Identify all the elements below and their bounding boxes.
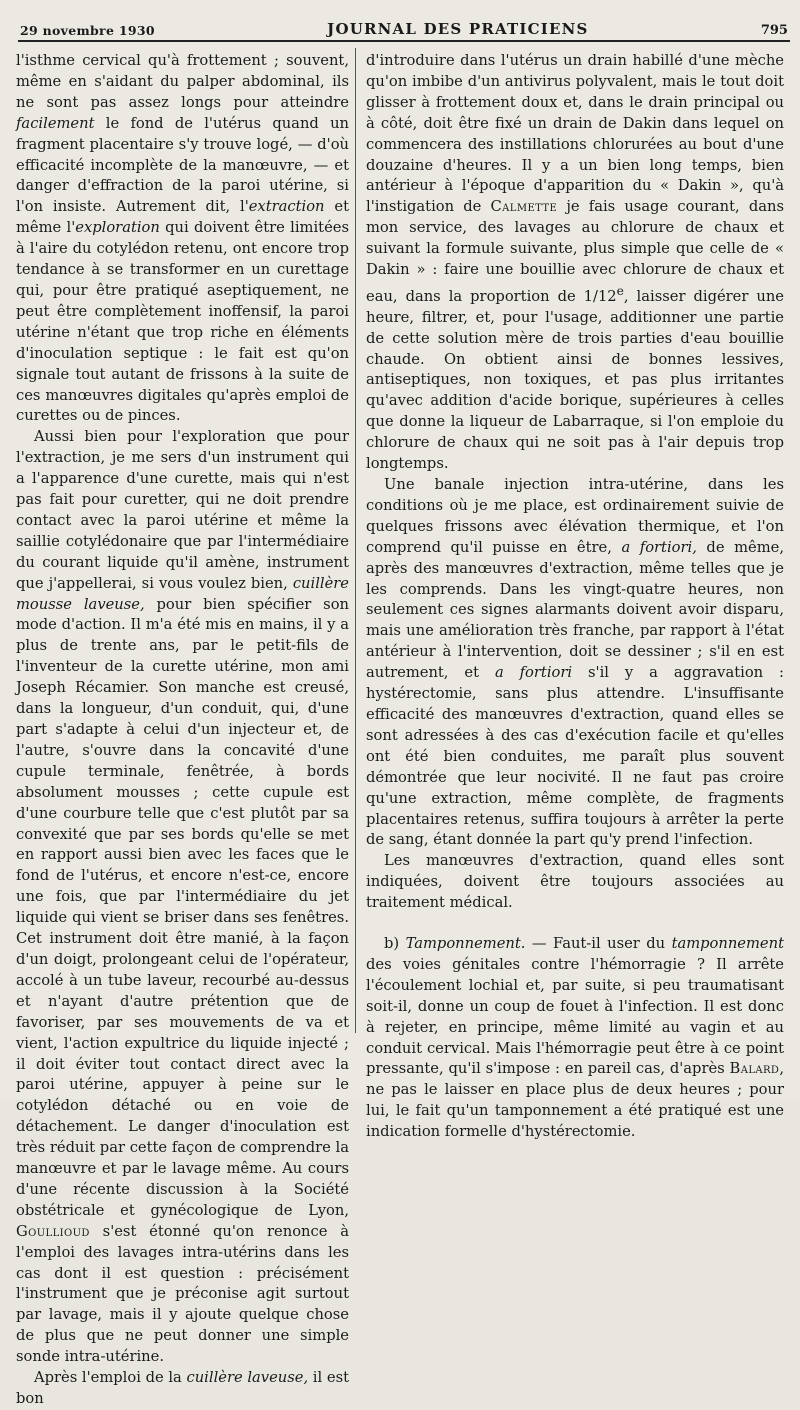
paragraph-right-4: b) Tamponnement. — Faut-il user du tamponnement des voies génitales contre l'hémorragie ? Il arrête l'écoulement lochial et, par suite, si peu traumatisant soit-il, donne un coup de fouet à l'infection. Il est donc à rejeter, en principe, même limité au vagin et au conduit cervical. Mais l'hémorragie peut être à ce point pressante, qu'il s'impose : en pareil cas, d'après Balard, ne pas le laisser en place plus de deux heures ; pour lui, le fait qu'un tamponnement a été pratiqué est une indication formelle d'hystérectomie. (366, 935, 784, 1141)
paragraph-left-1: l'isthme cervical qu'à frottement ; souvent, même en s'aidant du palper abdominal, ils ne sont pas assez longs pour atteindre facilement le fond de l'utérus quand un fragment placentaire s'y trouve logé, — d'où efficacité incomplète de la manœuvre, — et danger d'effraction de la paroi utérine, si l'on insiste. Autrement dit, l'extraction et même l'exploration qui doivent être limitées à l'aire du cotylédon retenu, ont encore trop tendance à se transformer en un curettage qui, pour être pratiqué aseptiquement, ne peut être complètement inoffensif, la paroi utérine n'étant que trop riche en éléments d'inoculation septique : le fait est qu'on signale tout autant de frissons à la suite de ces manœuvres digitales qu'après emploi de curettes ou de pinces. (16, 52, 349, 425)
paragraph-left-3: Après l'emploi de la cuillère laveuse, il est bon (16, 1369, 350, 1407)
author-name: Balard (729, 1060, 780, 1078)
left-column (16, 51, 349, 1410)
journal-title: JOURNAL DES PRATICIENS (327, 20, 589, 38)
section-heading: Tamponnement. (405, 935, 526, 953)
header-rule (18, 40, 790, 42)
section-gap (366, 914, 784, 934)
paragraph-right-3: Les manœuvres d'extraction, quand elles sont indiquées, doivent être toujours associées au traitement médical. (366, 852, 784, 912)
paragraph-left-2: Aussi bien pour l'exploration que pour l'extraction, je me sers d'un instrument qui a l'apparence d'une curette, mais qui n'est pas fait pour curetter, qui ne doit prendre contact avec la paroi utérine et même la saillie cotylédonaire que par l'intermédiaire du courant liquide qu'il amène, instrument que j'appellerai, si vous voulez bien, cuillère mousse laveuse, pour bien spécifier son mode d'action. Il m'a été mis en mains, il y a plus de trente ans, par le petit-fils de l'inventeur de la curette utérine, mon ami Joseph Récamier. Son manche est creusé, dans la longueur, d'un conduit, qui, d'une part s'adapte à celui d'un injecteur et, de l'autre, s'ouvre dans la concavité d'une cupule terminale, fenêtrée, à bords absolument mousses ; cette cupule est d'une courbure telle que c'est plutôt par sa convexité que par ses bords qu'elle se met en rapport aussi bien avec les faces que le fond de l'utérus, et encore n'est-ce, encore une fois, que par l'intermédiaire du jet liquide qui vient se briser dans ses fenêtres. Cet instrument doit être manié, à la façon d'un doigt, prolongeant celui de l'opérateur, accolé à un tube laveur, recourbé au-dessus et n'ayant d'autre prétention que de favoriser, par ses mouvements de va et vient, l'action expultrice du liquide injecté ; il doit éviter tout contact direct avec la paroi utérine, appuyer à peine sur le cotylédon détaché ou en voie de détachement. Le danger d'inoculation est très réduit par cette façon de comprendre la manœuvre et par le lavage même. Au cours d'une récente discussion à la Société obstétricale et gynécologique de Lyon, Goullioud s'est étonné qu'on renonce à l'emploi des lavages intra-utérins dans les cas dont il est question : précisément l'instrument que je préconise agit surtout par lavage, mais il y ajoute quelque chose de plus que ne peut donner une simple sonde intra-utérine. (16, 428, 350, 1366)
page-number: 795 (760, 23, 788, 38)
paragraph-right-2: Une banale injection intra-utérine, dans les conditions où je me place, est ordinairement suivie de quelques frissons avec élévation thermique, et l'on comprend qu'il puisse en être, a fortiori, de même, après des manœuvres d'extraction, même telles que je les comprends. Dans les vingt-quatre heures, non seulement ces signes alarmants doivent avoir disparu, mais une amélioration très franche, par rapport à l'état antérieur à l'intervention, doit se dessiner ; s'il en est autrement, et a fortiori s'il y a aggravation : hystérectomie, sans plus attendre. L'insuffisante efficacité des manœuvres d'extraction, quand elles se sont adressées à des cas d'exécution facile et qu'elles ont été bien conduites, me paraît plus souvent démontrée que leur nocivité. Il ne faut pas croire qu'une extraction, même complète, de fragments placentaires retenus, suffira toujours à arrêter la perte de sang, étant donnée la part qu'y prend l'infection. (366, 476, 784, 849)
column-divider (355, 48, 356, 1033)
paragraph-right-1: d'introduire dans l'utérus un drain habillé d'une mèche qu'on imbibe d'un antivirus polyvalent, mais le tout doit glisser à frottement doux et, dans le drain principal ou à côté, doit être fixé un drain de Dakin dans lequel on commencera des instillations chlorurées au bout d'une douzaine d'heures. Il y a un bien long temps, bien antérieur à l'époque d'apparition du « Dakin », qu'à l'instigation de Calmette je fais usage courant, dans mon service, des lavages au chlorure de chaux et suivant la formule suivante, plus simple que celle de « Dakin » : faire une bouillie avec chlorure de chaux et eau, dans la proportion de 1/12e, laisser digérer une heure, filtrer, et, pour l'usage, additionner une partie de cette solution mère de trois parties d'eau bouillie chaude. On obtient ainsi de bonnes lessives, antiseptiques, non toxiques, et pas plus irritantes qu'avec addition d'acide borique, supérieures à celles que donne la liqueur de Labarraque, si l'on emploie du chlorure de chaux qui ne soit pas à l'air depuis trop longtemps. (366, 52, 784, 473)
running-header (20, 14, 788, 38)
author-name: Calmette (490, 198, 558, 216)
author-name: Goullioud (16, 1222, 90, 1240)
issue-date: 29 novembre 1930 (20, 23, 155, 38)
right-column (366, 51, 784, 1143)
